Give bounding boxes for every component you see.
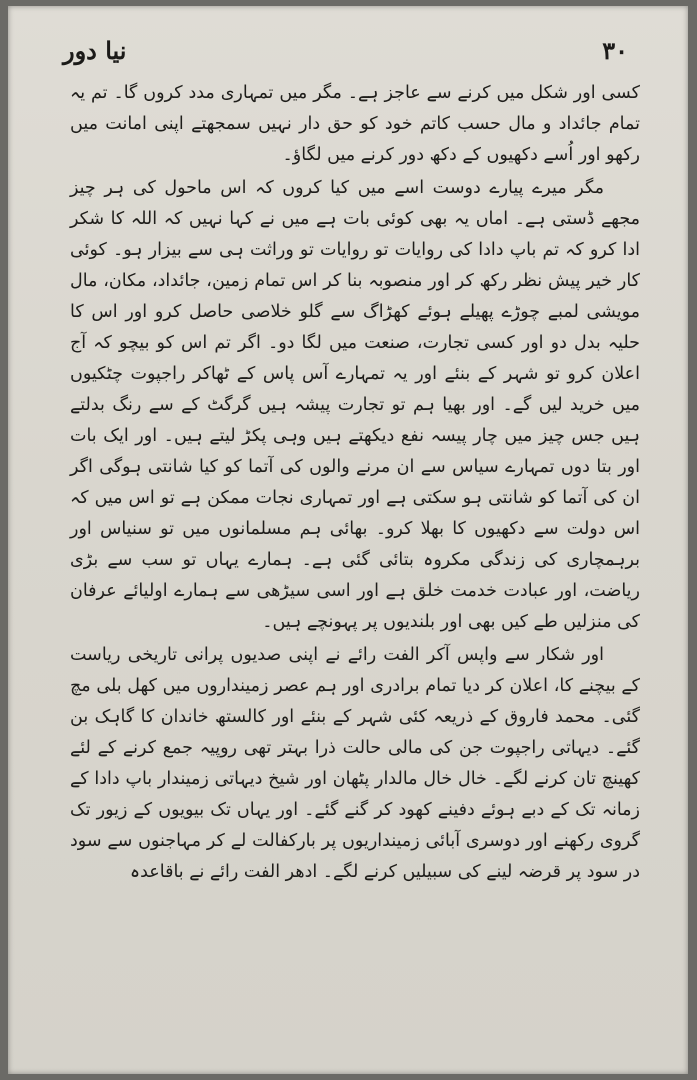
paragraph-2: مگر میرے پیارے دوست اسے میں کیا کروں کہ اس ماحول کی ہر چیز مجھے ڈستی ہے۔ اماں یہ بھی کوئی بات ہے میں نے کہا نہیں کہ اللہ کا شکر ادا کرو کہ تم باپ دادا کی روایات تو روایات تو وراثت ہی سے بیزار ہو۔ کوئی کار خیر پیش نظر رکھ کر اور منصوبہ بنا کر اس تمام زمین، جائداد، مکان، مال مویشی لمبے چوڑے پھیلے ہوئے کھڑاگ سے گلو خلاصی حاصل کرو اور اس کا حلیہ بدل دو اور کسی تجارت، صنعت میں لگا دو۔ اگر تم اس کو بیچو کہ آج اعلان کرو تو شہر کے بنئے اور یہ تمہارے آس پاس کے ٹھاکر راجپوت چٹکیوں میں خرید لیں گے۔ اور بھیا ہم تو تجارت پیشہ ہیں گرگٹ کے سے رنگ بدلتے ہیں جس چیز میں چار پیسہ نفع دیکھتے ہیں وہی پکڑ لیتے ہیں۔ اور ایک بات اور بتا دوں تمہارے سیاس سے ان مرنے والوں کی آتما کو کیا شانتی ہوگی اگر ان کی آتما کو شانتی ہو سکتی ہے اور تمہاری نجات ممکن ہے تو اس میں کہ اس دولت سے دکھیوں کا بھلا کرو۔ بھائی ہم مسلمانوں میں تو سنیاس اور برہمچاری کی زندگی مکروہ بتائی گئی ہے۔ ہمارے یہاں تو سب سے بڑی ریاضت، اور عبادت خدمت خلق ہے اور اسی سیڑھی سے ہمارے اولیائے عرفان کی منزلیں طے کیں بھی اور بلندیوں پر پہونچے ہیں۔	[70, 178, 640, 632]
page-number: ۳۰	[602, 36, 628, 65]
running-title: نیا دور	[63, 36, 127, 65]
book-page	[8, 6, 688, 1074]
paragraph-3: اور شکار سے واپس آکر الفت رائے نے اپنی صدیوں پرانی تاریخی ریاست کے بیچنے کا، اعلان کر دیا تمام برادری اور ہم عصر زمینداروں میں کھل بلی مچ گئی۔ محمد فاروق کے ذریعہ کئی شہر کے بنئے اور کالستھ خاندان کا گاہک بن گئے۔ دیہاتی راجپوت جن کی مالی حالت ذرا بہتر تھی روپیہ جمع کرنے کے لئے کھینچ تان کرنے لگے۔ خال خال مالدار پٹھان اور شیخ دیہاتی زمیندار باپ دادا کے زمانہ تک کے دبے ہوئے دفینے کھود کر گنے گئے۔ اور یہاں تک بیویوں کے زیور تک گروی رکھنے اور دوسری آبائی زمینداریوں پر بارکفالت لے کر مہاجنوں سے سود در سود پر قرضہ لینے کی سبیلیں کرنے لگے۔ ادھر الفت رائے نے باقاعدہ	[70, 645, 640, 882]
body-text	[70, 78, 640, 890]
paragraph-1: کسی اور شکل میں کرنے سے عاجز ہے۔ مگر میں تمہاری مدد کروں گا۔ تم یہ تمام جائداد و مال حسب کاتم خود کو حق دار نہیں سمجھتے اپنی امانت میں رکھو اور اُسے دکھیوں کے دکھ دور کرنے میں لگاؤ۔	[70, 83, 640, 165]
page-header	[63, 36, 628, 72]
